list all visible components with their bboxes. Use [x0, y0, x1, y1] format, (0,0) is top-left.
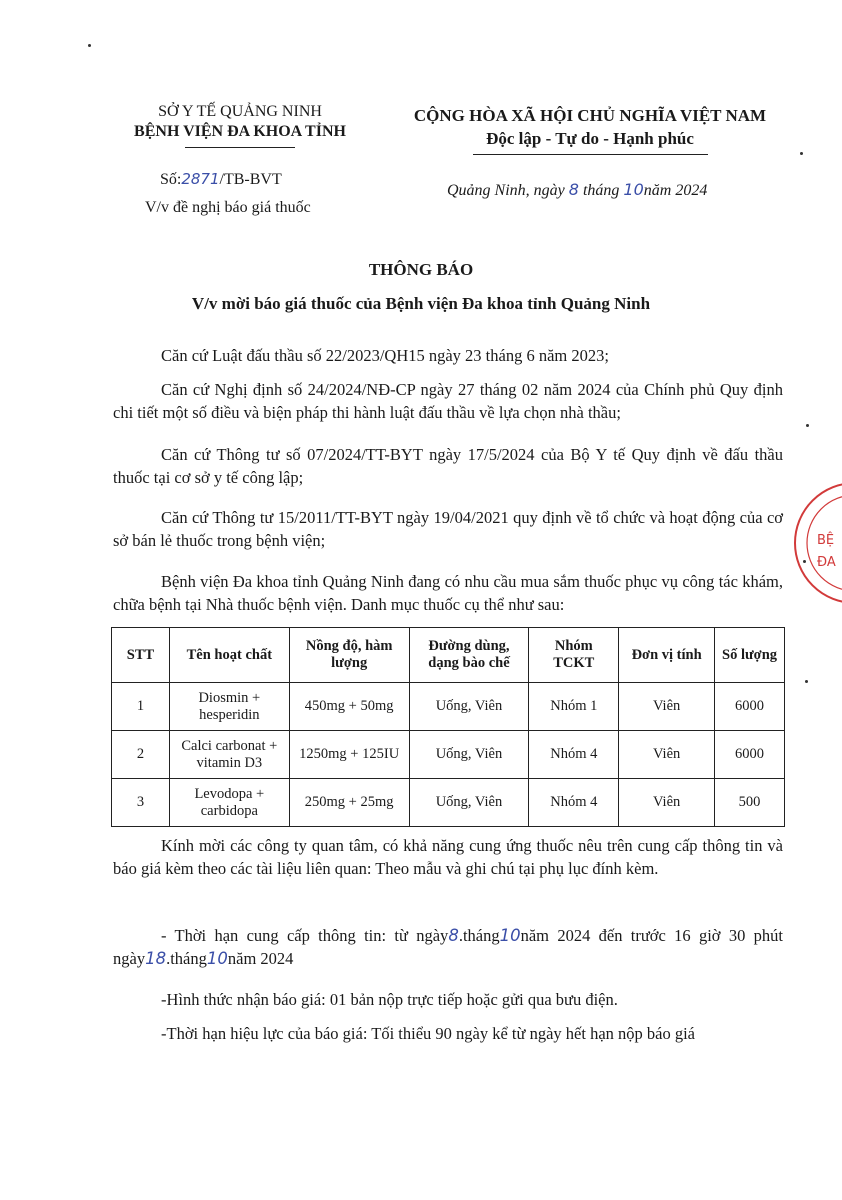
intro-paragraph: Bệnh viện Đa khoa tỉnh Quảng Ninh đang có nhu cầu mua sắm thuốc phục vụ công tác khám, chữa bệnh tại Nhà thuốc bệnh viện. Danh mục thuốc cụ thể như sau: [113, 572, 783, 614]
place-date [447, 180, 707, 200]
cell-route: Uống, Viên [409, 731, 529, 779]
cell-quantity: 6000 [715, 683, 785, 731]
document-subject: V/v đề nghị báo giá thuốc [145, 199, 311, 216]
cell-unit: Viên [619, 683, 715, 731]
header-group: Nhóm TCKT [529, 628, 619, 683]
cell-group: Nhóm 1 [529, 683, 619, 731]
cell-stt: 3 [112, 779, 170, 827]
number-suffix: /TB-BVT [219, 171, 282, 188]
header-quantity: Số lượng [715, 628, 785, 683]
header-stt: STT [112, 628, 170, 683]
page-subtitle: V/v mời báo giá thuốc của Bệnh viện Đa khoa tỉnh Quảng Ninh [191, 294, 651, 313]
scan-speck [800, 152, 803, 155]
stamp-text-2: ĐA [817, 555, 836, 570]
drug-table [111, 627, 785, 827]
table-row [112, 779, 785, 827]
date-prefix: Quảng Ninh, ngày [447, 182, 569, 199]
cell-strength: 250mg + 25mg [289, 779, 409, 827]
cell-ingredient: Calci carbonat + vitamin D3 [169, 731, 289, 779]
month-label: tháng [578, 182, 624, 199]
document-number [160, 170, 282, 189]
invitation-paragraph: Kính mời các công ty quan tâm, có khả năng cung ứng thuốc nêu trên cung cấp thông tin và báo giá kèm theo các tài liệu liên quan: Theo mẫu và ghi chú tại phụ lục đính kèm. [113, 836, 783, 878]
cell-unit: Viên [619, 779, 715, 827]
table-row [112, 731, 785, 779]
cell-quantity: 500 [715, 779, 785, 827]
issuer-underline [185, 147, 295, 148]
cell-stt: 2 [112, 731, 170, 779]
agency-name: SỞ Y TẾ QUẢNG NINH [158, 103, 322, 120]
deadline-text-1: - Thời hạn cung cấp thông tin: từ ngày [161, 926, 449, 945]
handwritten-month: 10 [623, 180, 644, 199]
deadline-text-5: năm 2024 [227, 949, 294, 968]
header-strength: Nồng độ, hàm lượng [289, 628, 409, 683]
cell-group: Nhóm 4 [529, 731, 619, 779]
scan-speck [805, 680, 808, 683]
motto-underline [473, 154, 708, 155]
red-stamp-fragment [785, 478, 842, 608]
deadline-text-3: năm 2024 đến trước 16 giờ 30 phút ngày [113, 926, 783, 968]
legal-basis-4: Căn cứ Thông tư 15/2011/TT-BYT ngày 19/04/2021 quy định về tổ chức và hoạt động của cơ sở bán lẻ thuốc trong bệnh viện; [113, 508, 783, 550]
handwritten-start-month: 10 [499, 926, 521, 945]
number-prefix: Số: [160, 171, 182, 188]
legal-basis-2: Căn cứ Nghị định số 24/2024/NĐ-CP ngày 27 tháng 02 năm 2024 của Chính phủ Quy định chi tiết một số điều và biện pháp thi hành luật đấu thầu về lựa chọn nhà thầu; [113, 380, 783, 422]
page-title: THÔNG BÁO [368, 260, 474, 279]
cell-group: Nhóm 4 [529, 779, 619, 827]
cell-ingredient: Levodopa + carbidopa [169, 779, 289, 827]
motto: Độc lập - Tự do - Hạnh phúc [486, 129, 694, 148]
deadline-text-4: .tháng [166, 949, 207, 968]
deadline-text-2: .tháng [458, 926, 500, 945]
date-year: năm 2024 [643, 182, 708, 199]
scan-speck [88, 44, 91, 47]
header-active-ingredient: Tên hoạt chất [169, 628, 289, 683]
header-route-form: Đường dùng, dạng bào chế [409, 628, 529, 683]
handwritten-end-month: 10 [206, 949, 228, 968]
table-header-row [112, 628, 785, 683]
national-header [390, 104, 790, 155]
table-row [112, 683, 785, 731]
handwritten-number: 2871 [181, 170, 220, 188]
cell-quantity: 6000 [715, 731, 785, 779]
cell-strength: 450mg + 50mg [289, 683, 409, 731]
header-unit: Đơn vị tính [619, 628, 715, 683]
receive-method: -Hình thức nhận báo giá: 01 bản nộp trực tiếp hoặc gửi qua bưu điện. [161, 990, 618, 1009]
legal-basis-3: Căn cứ Thông tư số 07/2024/TT-BYT ngày 17/5/2024 của Bộ Y tế Quy định về đấu thầu thuốc tại cơ sở y tế công lập; [113, 445, 783, 487]
scan-speck [806, 424, 809, 427]
cell-ingredient: Diosmin + hesperidin [169, 683, 289, 731]
deadline-paragraph [113, 924, 783, 970]
cell-stt: 1 [112, 683, 170, 731]
cell-route: Uống, Viên [409, 683, 529, 731]
quote-validity: -Thời hạn hiệu lực của báo giá: Tối thiểu 90 ngày kể từ ngày hết hạn nộp báo giá [161, 1024, 695, 1043]
scan-speck [803, 560, 806, 563]
handwritten-end-day: 18 [145, 949, 167, 968]
cell-route: Uống, Viên [409, 779, 529, 827]
nation-name: CỘNG HÒA XÃ HỘI CHỦ NGHĨA VIỆT NAM [413, 106, 767, 125]
cell-strength: 1250mg + 125IU [289, 731, 409, 779]
handwritten-day: 8 [568, 180, 579, 199]
handwritten-start-day: 8 [448, 926, 459, 945]
legal-basis-1: Căn cứ Luật đấu thầu số 22/2023/QH15 ngày 23 tháng 6 năm 2023; [161, 346, 609, 365]
issuer-block [100, 102, 380, 148]
cell-unit: Viên [619, 731, 715, 779]
hospital-name: BỆNH VIỆN ĐA KHOA TỈNH [134, 123, 346, 140]
stamp-text-1: BỆ [817, 533, 835, 548]
